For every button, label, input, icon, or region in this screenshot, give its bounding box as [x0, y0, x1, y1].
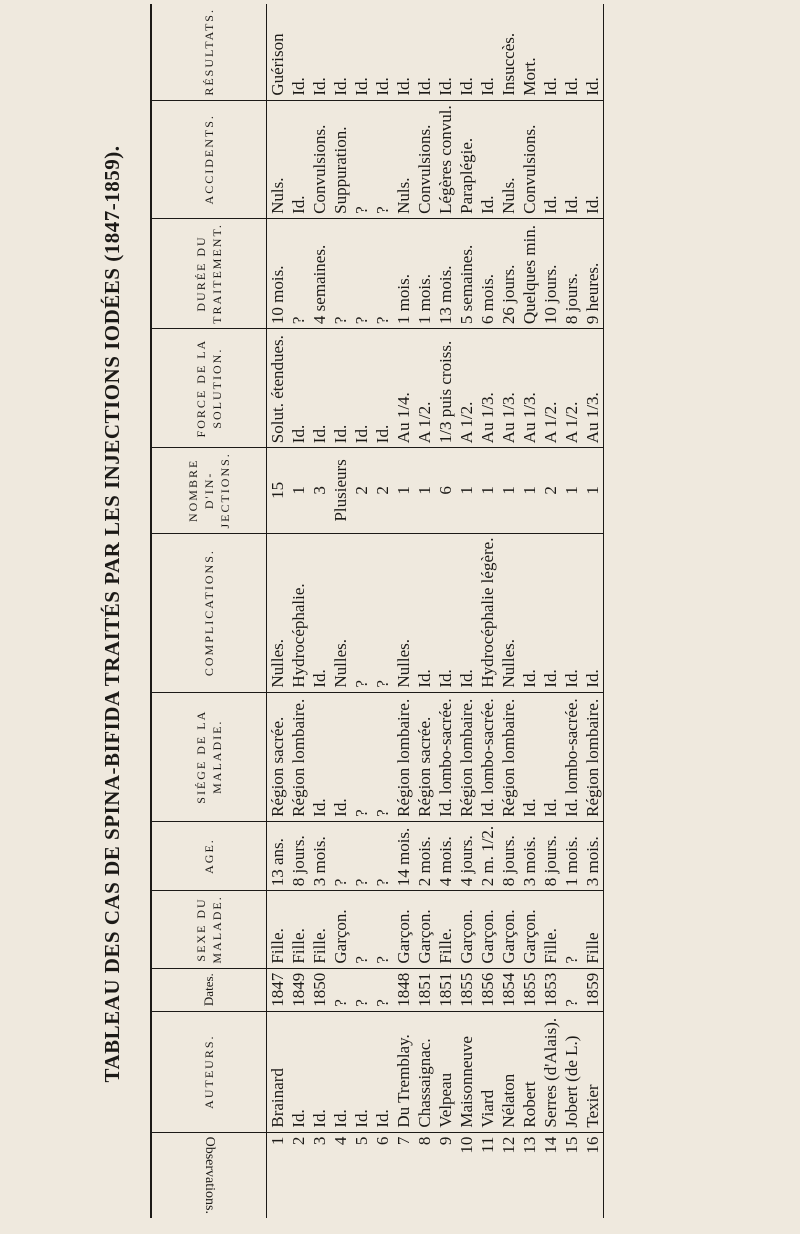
cell-sexe: Fille.	[309, 891, 330, 968]
cell-nombre: 2	[351, 448, 372, 533]
cell-accidents: Id.	[540, 100, 561, 218]
cell-obs: 12	[499, 1136, 518, 1154]
cell-accidents: Convulsions.	[309, 100, 330, 218]
cell-complications: Hydrocéphalie légère.	[477, 533, 498, 692]
header-duree: DURÉE DU TRAITEMENT.	[151, 218, 267, 328]
cell-date: 1848	[393, 968, 414, 1011]
cell-age: ?	[372, 821, 393, 890]
cell-age: 13 ans.	[267, 821, 289, 890]
cell-complications: Id.	[309, 533, 330, 692]
cell-resultats: Guérison	[267, 4, 289, 100]
table-row	[561, 4, 582, 1218]
cell-age: 2 mois.	[414, 821, 435, 890]
cell-obs: 3	[310, 1136, 329, 1146]
table-row	[582, 4, 604, 1218]
cell-siege: Id. lombo-sacrée.	[477, 692, 498, 821]
cell-obs: 16	[582, 1132, 604, 1218]
cell-sexe: Garçon.	[393, 891, 414, 968]
cell-resultats: Id.	[288, 4, 309, 100]
table-row	[288, 4, 309, 1218]
cell-age: ?	[330, 821, 351, 890]
cell-obs: 8	[415, 1136, 434, 1146]
cell-accidents: Id.	[582, 100, 604, 218]
cell-nombre: 15	[267, 448, 289, 533]
cell-sexe: Garçon.	[519, 891, 540, 968]
cell-nombre: 1	[456, 448, 477, 533]
cell-sexe: Fille.	[540, 891, 561, 968]
cell-force: Solut. étendues.	[267, 329, 289, 448]
cell-sexe: ?	[351, 891, 372, 968]
cell-force: A 1/2.	[540, 329, 561, 448]
table-row	[351, 4, 372, 1218]
cell-complications: Id.	[414, 533, 435, 692]
cell-siege: Id.	[540, 692, 561, 821]
cell-obs: 1	[268, 1136, 287, 1146]
cell-nombre: 1	[477, 448, 498, 533]
cell-duree: 4 semaines.	[309, 218, 330, 328]
table-row	[435, 4, 456, 1218]
cell-auteur: Id.	[351, 1011, 372, 1132]
header-dates: Dates.	[151, 968, 267, 1011]
cell-obs: 5	[352, 1136, 371, 1146]
cell-nombre: 2	[372, 448, 393, 533]
cell-nombre: 2	[540, 448, 561, 533]
header-row	[151, 4, 267, 1218]
cell-age: 8 jours.	[540, 821, 561, 890]
cell-age: 4 jours.	[456, 821, 477, 890]
table-row	[267, 4, 289, 1218]
cell-date: 1851	[414, 968, 435, 1011]
cell-obs: 9	[436, 1136, 455, 1146]
cell-auteur: Serres (d'Alais).	[540, 1011, 561, 1132]
cell-nombre: 1	[393, 448, 414, 533]
cell-siege: ?	[372, 692, 393, 821]
cell-age: 3 mois.	[582, 821, 604, 890]
cell-siege: Id.	[330, 692, 351, 821]
cell-accidents: Convulsions.	[519, 100, 540, 218]
cell-auteur: Id.	[330, 1011, 351, 1132]
cell-force: Au 1/3.	[498, 329, 519, 448]
cell-sexe: ?	[372, 891, 393, 968]
cell-complications: Nulles.	[393, 533, 414, 692]
cell-force: Id.	[288, 329, 309, 448]
cell-obs: 6	[373, 1136, 392, 1146]
cell-sexe: Garçon.	[456, 891, 477, 968]
cell-date: 1855	[519, 968, 540, 1011]
cell-complications: Id.	[456, 533, 477, 692]
cell-accidents: Paraplégie.	[456, 100, 477, 218]
cell-obs: 4	[331, 1136, 350, 1146]
table-row	[456, 4, 477, 1218]
cell-force: Au 1/3.	[519, 329, 540, 448]
cell-auteur: Nélaton	[498, 1011, 519, 1132]
cell-accidents: Nuls.	[498, 100, 519, 218]
cell-obs: 11	[478, 1136, 497, 1153]
cell-nombre: 1	[288, 448, 309, 533]
cell-duree: 6 mois.	[477, 218, 498, 328]
cell-age: 3 mois.	[519, 821, 540, 890]
cell-duree: 9 heures.	[582, 218, 604, 328]
cell-sexe: Fille	[582, 891, 604, 968]
cell-force: Id.	[330, 329, 351, 448]
table-row	[498, 4, 519, 1218]
cell-date: 1859	[582, 968, 604, 1011]
cell-duree: 10 mois.	[267, 218, 289, 328]
cell-accidents: Légères convul.	[435, 100, 456, 218]
cell-force: 1/3 puis croiss.	[435, 329, 456, 448]
cell-resultats: Id.	[393, 4, 414, 100]
cell-auteur: Texier	[582, 1011, 604, 1132]
cell-auteur: Brainard	[267, 1011, 289, 1132]
cell-siege: Région sacrée.	[414, 692, 435, 821]
cell-age: 8 jours.	[498, 821, 519, 890]
table-row	[330, 4, 351, 1218]
cell-auteur: Viard	[477, 1011, 498, 1132]
header-force: FORCE DE LA SOLUTION.	[151, 329, 267, 448]
header-complications: COMPLICATIONS.	[151, 533, 267, 692]
cell-siege: Id.	[309, 692, 330, 821]
cell-siege: Région lombaire.	[393, 692, 414, 821]
cell-complications: Id.	[540, 533, 561, 692]
cell-resultats: Id.	[309, 4, 330, 100]
header-resultats: RÉSULTATS.	[151, 4, 267, 100]
table-row	[477, 4, 498, 1218]
cell-auteur: Du Tremblay.	[393, 1011, 414, 1132]
cell-duree: 8 jours.	[561, 218, 582, 328]
cell-sexe: Garçon.	[414, 891, 435, 968]
table-row	[309, 4, 330, 1218]
cell-resultats: Id.	[330, 4, 351, 100]
cell-resultats: Id.	[582, 4, 604, 100]
cell-complications: ?	[351, 533, 372, 692]
cell-accidents: Id.	[561, 100, 582, 218]
cell-resultats: Id.	[351, 4, 372, 100]
table-row	[393, 4, 414, 1218]
cell-date: ?	[330, 968, 351, 1011]
cell-siege: Id. lombo-sacrée.	[435, 692, 456, 821]
table-row	[519, 4, 540, 1218]
cell-date: 1854	[498, 968, 519, 1011]
cell-accidents: Nuls.	[267, 100, 289, 218]
cell-age: 4 mois.	[435, 821, 456, 890]
cell-sexe: Fille.	[435, 891, 456, 968]
cell-resultats: Id.	[540, 4, 561, 100]
cell-duree: 10 jours.	[540, 218, 561, 328]
cases-table	[150, 4, 604, 1218]
cell-nombre: 1	[561, 448, 582, 533]
cell-accidents: Id.	[477, 100, 498, 218]
cell-obs: 13	[520, 1136, 539, 1154]
table-row	[372, 4, 393, 1218]
cell-nombre: 6	[435, 448, 456, 533]
header-siege: SIÉGE DE LA MALADIE.	[151, 692, 267, 821]
cell-sexe: Garçon.	[498, 891, 519, 968]
cell-obs: 15	[562, 1136, 581, 1154]
cell-complications: ?	[372, 533, 393, 692]
cell-age: 2 m. 1/2.	[477, 821, 498, 890]
cell-force: Au 1/3.	[582, 329, 604, 448]
cell-auteur: Id.	[372, 1011, 393, 1132]
cell-duree: ?	[372, 218, 393, 328]
cell-duree: 5 semaines.	[456, 218, 477, 328]
header-observations: Observations.	[151, 1132, 267, 1218]
cell-force: A 1/2.	[561, 329, 582, 448]
cell-duree: 1 mois.	[414, 218, 435, 328]
cell-auteur: Maisonneuve	[456, 1011, 477, 1132]
cell-complications: Id.	[561, 533, 582, 692]
cell-force: Id.	[309, 329, 330, 448]
cell-date: ?	[351, 968, 372, 1011]
cell-obs: 7	[394, 1136, 413, 1146]
cell-duree: 1 mois.	[393, 218, 414, 328]
cell-siege: Région sacrée.	[267, 692, 289, 821]
cell-nombre: Plusieurs	[330, 448, 351, 533]
cell-force: A 1/2.	[414, 329, 435, 448]
cell-nombre: 1	[519, 448, 540, 533]
cell-date: 1851	[435, 968, 456, 1011]
cell-duree: ?	[351, 218, 372, 328]
cell-complications: Id.	[519, 533, 540, 692]
cell-resultats: Id.	[435, 4, 456, 100]
cell-obs: 14	[541, 1136, 560, 1154]
cell-date: 1855	[456, 968, 477, 1011]
cell-complications: Nulles.	[498, 533, 519, 692]
cell-age: 8 jours.	[288, 821, 309, 890]
table-row	[540, 4, 561, 1218]
cell-nombre: 1	[498, 448, 519, 533]
cell-date: 1853	[540, 968, 561, 1011]
table-row	[414, 4, 435, 1218]
cell-accidents: Convulsions.	[414, 100, 435, 218]
cell-accidents: Id.	[288, 100, 309, 218]
cell-siege: Région lombaire.	[456, 692, 477, 821]
cell-resultats: Id.	[372, 4, 393, 100]
cell-nombre: 1	[414, 448, 435, 533]
cell-resultats: Mort.	[519, 4, 540, 100]
header-age: AGE.	[151, 821, 267, 890]
cell-accidents: ?	[372, 100, 393, 218]
cell-date: 1849	[288, 968, 309, 1011]
cell-date: 1850	[309, 968, 330, 1011]
cell-sexe: Fille.	[267, 891, 289, 968]
cell-obs: 10	[457, 1136, 476, 1154]
cell-resultats: Id.	[561, 4, 582, 100]
cell-sexe: ?	[561, 891, 582, 968]
cell-siege: Id.	[519, 692, 540, 821]
cell-resultats: Id.	[456, 4, 477, 100]
cell-accidents: Suppuration.	[330, 100, 351, 218]
cell-auteur: Velpeau	[435, 1011, 456, 1132]
cell-sexe: Fille.	[288, 891, 309, 968]
cell-duree: ?	[330, 218, 351, 328]
cell-complications: Hydrocéphalie.	[288, 533, 309, 692]
cell-siege: Région lombaire.	[288, 692, 309, 821]
cell-date: ?	[372, 968, 393, 1011]
header-sexe: SEXE DU MALADE.	[151, 891, 267, 968]
cell-force: Au 1/4.	[393, 329, 414, 448]
cell-force: Id.	[351, 329, 372, 448]
header-accidents: ACCIDENTS.	[151, 100, 267, 218]
cell-auteur: Chassaignac.	[414, 1011, 435, 1132]
cell-obs: 2	[289, 1136, 308, 1146]
cell-resultats: Insuccès.	[498, 4, 519, 100]
cell-nombre: 1	[582, 448, 604, 533]
cell-auteur: Id.	[288, 1011, 309, 1132]
cell-nombre: 3	[309, 448, 330, 533]
header-auteurs: AUTEURS.	[151, 1011, 267, 1132]
cell-siege: Id. lombo-sacrée.	[561, 692, 582, 821]
table-body	[267, 4, 604, 1218]
cell-auteur: Id.	[309, 1011, 330, 1132]
cell-siege: Région lombaire.	[582, 692, 604, 821]
cell-date: 1847	[267, 968, 289, 1011]
cell-accidents: ?	[351, 100, 372, 218]
cell-complications: Id.	[582, 533, 604, 692]
cell-resultats: Id.	[414, 4, 435, 100]
cell-date: ?	[561, 968, 582, 1011]
cell-complications: Id.	[435, 533, 456, 692]
cell-force: A 1/2.	[456, 329, 477, 448]
cell-duree: 26 jours.	[498, 218, 519, 328]
header-nombre: NOMBRE D'IN-JECTIONS.	[151, 448, 267, 533]
cell-duree: Quelques min.	[519, 218, 540, 328]
cell-sexe: Garçon.	[477, 891, 498, 968]
cell-age: 14 mois.	[393, 821, 414, 890]
cell-force: Id.	[372, 329, 393, 448]
cell-force: Au 1/3.	[477, 329, 498, 448]
cell-age: 1 mois.	[561, 821, 582, 890]
cell-duree: 13 mois.	[435, 218, 456, 328]
cell-complications: Nulles.	[267, 533, 289, 692]
cell-siege: Région lombaire.	[498, 692, 519, 821]
cell-auteur: Jobert (de L.)	[561, 1011, 582, 1132]
cell-age: ?	[351, 821, 372, 890]
cell-age: 3 mois.	[309, 821, 330, 890]
cell-auteur: Robert	[519, 1011, 540, 1132]
cell-complications: Nulles.	[330, 533, 351, 692]
cell-date: 1856	[477, 968, 498, 1011]
cell-siege: ?	[351, 692, 372, 821]
cell-resultats: Id.	[477, 4, 498, 100]
table-title: TABLEAU DES CAS DE SPINA-BIFIDA TRAITÉS PAR LES INJECTIONS IODÉES (1847-1859).	[100, 145, 124, 1083]
cell-duree: ?	[288, 218, 309, 328]
cell-sexe: Garçon.	[330, 891, 351, 968]
cell-accidents: Nuls.	[393, 100, 414, 218]
